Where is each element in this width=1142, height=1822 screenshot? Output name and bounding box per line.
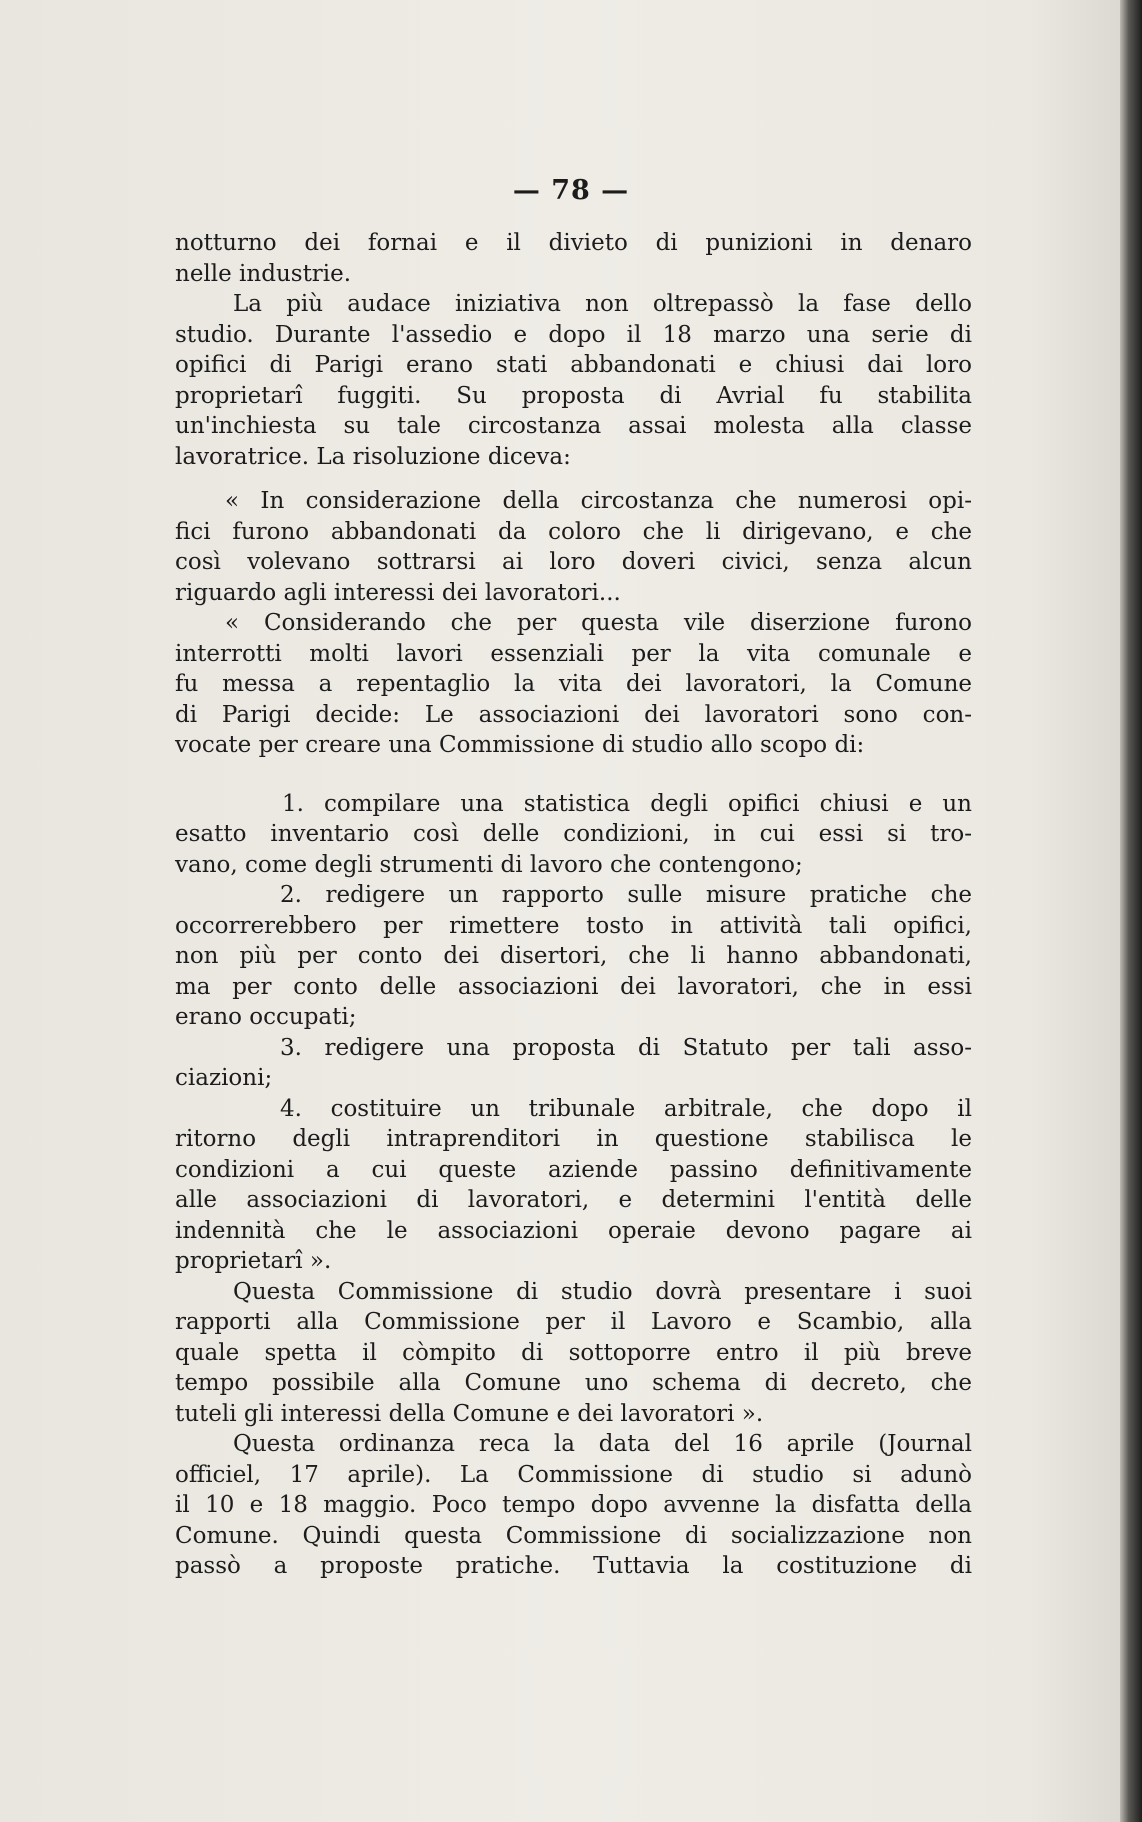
text-line: « Considerando che per questa vile diserzione furono — [225, 610, 972, 636]
text-line: alle associazioni di lavoratori, e determini l'entità delle — [175, 1187, 972, 1213]
body-text — [175, 228, 972, 1582]
text-line: Comune. Quindi questa Commissione di socializzazione non — [175, 1522, 972, 1549]
text-line: officiel, 17 aprile). La Commissione di studio si adunò — [175, 1461, 972, 1488]
text-line: un'inchiesta su tale circostanza assai molesta alla classe — [175, 413, 972, 439]
text-line: « In considerazione della circostanza che numerosi opi- — [225, 488, 972, 514]
text-line: tuteli gli interessi della Comune e dei lavoratori ». — [175, 1400, 764, 1427]
text-line: ma per conto delle associazioni dei lavoratori, che in essi — [175, 973, 972, 1000]
text-line: 3. redigere una proposta di Statuto per tali asso- — [280, 1034, 972, 1061]
text-line: così volevano sottrarsi ai loro doveri civici, senza alcun — [175, 549, 972, 575]
text-line: 1. compilare una statistica degli opifici chiusi e un — [282, 790, 972, 817]
text-line: Questa Commissione di studio dovrà presentare i suoi — [233, 1278, 972, 1305]
text-line: notturno dei fornai e il divieto di punizioni in denaro — [175, 230, 972, 256]
text-line: di Parigi decide: Le associazioni dei lavoratori sono con- — [175, 701, 972, 728]
text-line: indennità che le associazioni operaie devono pagare ai — [175, 1217, 972, 1244]
text-line: La più audace iniziativa non oltrepassò la fase dello — [233, 291, 972, 317]
text-line: riguardo agli interessi dei lavoratori... — [175, 579, 621, 606]
text-line: vocate per creare una Commissione di studio allo scopo di: — [175, 732, 865, 758]
text-line: vano, come degli strumenti di lavoro che contengono; — [175, 851, 803, 878]
text-line: ritorno degli intraprenditori in questione stabilisca le — [175, 1126, 972, 1152]
text-line: passò a proposte pratiche. Tuttavia la costituzione di — [175, 1553, 972, 1579]
text-line: Questa ordinanza reca la data del 16 aprile (Journal — [233, 1431, 972, 1457]
text-line: esatto inventario così delle condizioni, in cui essi si tro- — [175, 821, 972, 847]
text-line: opifici di Parigi erano stati abbandonati e chiusi dai loro — [175, 352, 972, 378]
text-line: proprietarî ». — [175, 1248, 332, 1274]
text-line: proprietarî fuggiti. Su proposta di Avrial fu stabilita — [175, 382, 972, 409]
text-line: condizioni a cui queste aziende passino definitivamente — [175, 1156, 972, 1183]
text-line: erano occupati; — [175, 1004, 357, 1030]
text-line: nelle industrie. — [175, 260, 352, 287]
text-line: studio. Durante l'assedio e dopo il 18 marzo una serie di — [175, 321, 972, 348]
text-line: ciazioni; — [175, 1065, 273, 1091]
text-line: lavoratrice. La risoluzione diceva: — [175, 443, 571, 470]
text-line: fici furono abbandonati da coloro che li dirigevano, e che — [175, 518, 972, 545]
text-line: fu messa a repentaglio la vita dei lavoratori, la Comune — [175, 671, 972, 697]
text-line: quale spetta il còmpito di sottoporre entro il più breve — [175, 1339, 972, 1366]
text-line: 2. redigere un rapporto sulle misure pratiche che — [280, 882, 972, 908]
text-line: tempo possibile alla Comune uno schema di decreto, che — [175, 1370, 972, 1396]
text-line: 4. costituire un tribunale arbitrale, che dopo il — [280, 1095, 972, 1122]
text-line: occorrerebbero per rimettere tosto in attività tali opifici, — [175, 912, 972, 939]
text-line: interrotti molti lavori essenziali per la vita comunale e — [175, 640, 972, 667]
text-line: rapporti alla Commissione per il Lavoro e Scambio, alla — [175, 1309, 972, 1335]
page-edge-shadow — [1120, 0, 1142, 1822]
page-number: — 78 — — [512, 175, 630, 206]
text-line: non più per conto dei disertori, che li hanno abbandonati, — [175, 943, 972, 969]
text-line: il 10 e 18 maggio. Poco tempo dopo avvenne la disfatta della — [175, 1492, 972, 1518]
